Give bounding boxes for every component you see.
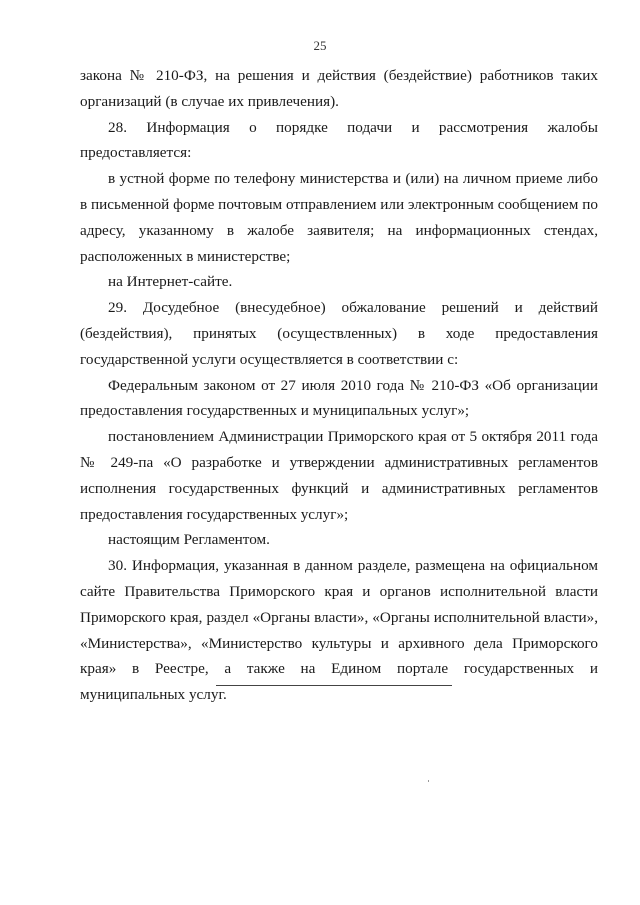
paragraph-continuation: закона № 210-ФЗ, на решения и действия (бездействие) работников таких организаций (в случае их привлечения). xyxy=(80,67,598,110)
paragraph-28-oral-written: в устной форме по телефону министерства и (или) на личном приеме либо в письменной форме почтовым отправлением или электронным сообщением по адресу, указанному в жалобе заявителя; на информационных стендах, расположенных в министерстве; xyxy=(80,170,598,265)
paragraph-28-internet: на Интернет-сайте. xyxy=(108,273,233,291)
paragraph-29: 29. Досудебное (внесудебное) обжалование решений и действий (бездействия), принятых (осуществленных) в ходе предоставления государственной услуги осуществляется в соответствии с: xyxy=(80,299,598,368)
page-number: 25 xyxy=(313,38,327,53)
paragraph-29-federal-law: Федеральным законом от 27 июля 2010 года № 210-ФЗ «Об организации предоставления государственных и муниципальных услуг»; xyxy=(80,376,598,420)
paragraph-29-regulation: настоящим Регламентом. xyxy=(108,531,270,549)
paragraph-28: 28. Информация о порядке подачи и рассмотрения жалобы предоставляется: xyxy=(80,118,598,162)
document-body xyxy=(80,63,598,708)
section-end-rule xyxy=(216,685,452,686)
paragraph-30: 30. Информация, указанная в данном разделе, размещена на официальном сайте Правительства Приморского края и органов исполнительной власти Приморского края, раздел «Органы власти», «Органы исполнительной власти», «Министерства», «Министерство культуры и архивного дела Приморского края» в Реестре, а также на Едином портале государственных и муниципальных услуг. xyxy=(80,557,598,704)
scan-speck xyxy=(428,780,429,782)
paragraph-29-resolution: постановлением Администрации Приморского края от 5 октября 2011 года № 249-па «О разработке и утверждении административных регламентов исполнения государственных функций и административных регламентов предоставления государственных услуг»; xyxy=(80,428,598,523)
